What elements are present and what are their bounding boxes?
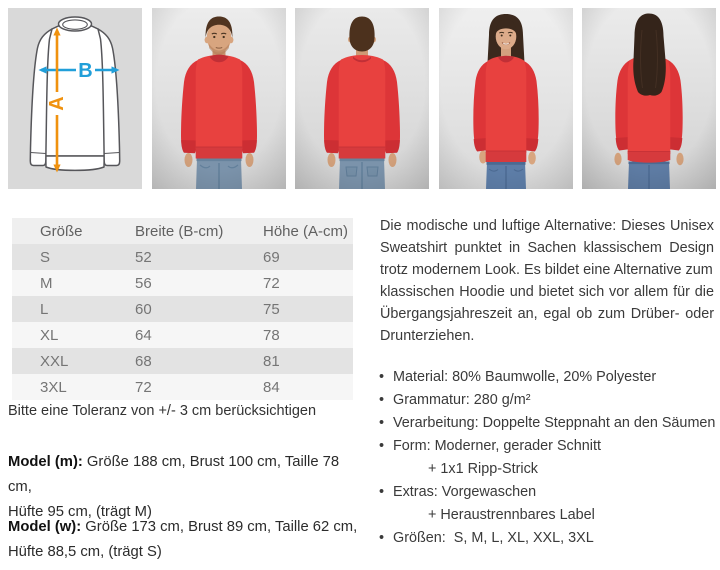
table-row bbox=[12, 244, 353, 270]
model-info-female bbox=[8, 515, 360, 565]
cell-width: 68 bbox=[135, 352, 152, 370]
cell-width: 56 bbox=[135, 274, 152, 292]
sweatshirt-measurement-diagram bbox=[8, 8, 142, 189]
cell-size: S bbox=[40, 248, 51, 266]
feature-extras: • Extras: Vorgewaschen bbox=[379, 481, 719, 504]
man-front-photo-graphic bbox=[152, 8, 286, 189]
feature-form: • Form: Moderner, gerader Schnitt bbox=[379, 435, 719, 458]
model-female-line2: Hüfte 88,5 cm, (trägt S) bbox=[8, 544, 162, 560]
bullet-icon: • bbox=[379, 530, 385, 546]
cell-height: 81 bbox=[263, 352, 280, 370]
cell-size: 3XL bbox=[40, 378, 67, 396]
size-table-header-row bbox=[12, 218, 353, 244]
size-table bbox=[12, 218, 353, 400]
man-back-photo-graphic bbox=[295, 8, 429, 189]
cell-height: 69 bbox=[263, 248, 280, 266]
photo-man-front[interactable] bbox=[152, 8, 286, 189]
product-image-gallery bbox=[8, 8, 716, 189]
feature-groessen: • Größen: S, M, L, XL, XXL, 3XL bbox=[379, 527, 719, 550]
model-male-line1: Größe 188 cm, Brust 100 cm, Taille 78 cm, bbox=[8, 454, 340, 495]
feature-grammatur: • Grammatur: 280 g/m² bbox=[379, 389, 719, 412]
feature-extras-extra: + Heraustrennbares Label bbox=[428, 507, 595, 523]
description-part2: klassischen Hoodie und bietet sich vor allem für die Übergangsjahreszeit an, egal ob zum Drüber- oder Drunterziehen. bbox=[380, 284, 714, 344]
measurement-label-a: A bbox=[46, 96, 68, 111]
cell-size: L bbox=[40, 300, 49, 318]
table-row bbox=[12, 270, 353, 296]
table-row bbox=[12, 374, 353, 400]
bullet-icon: • bbox=[379, 438, 385, 454]
model-male-label: Model (m): bbox=[8, 454, 83, 470]
model-female-line1: Größe 173 cm, Brust 89 cm, Taille 62 cm, bbox=[85, 519, 358, 535]
feature-list bbox=[379, 366, 719, 550]
product-description bbox=[380, 215, 714, 347]
cell-size: M bbox=[40, 274, 53, 292]
cell-size: XL bbox=[40, 326, 59, 344]
feature-material: • Material: 80% Baumwolle, 20% Polyester bbox=[379, 366, 719, 389]
cell-height: 84 bbox=[263, 378, 280, 396]
cell-width: 52 bbox=[135, 248, 152, 266]
description-part1: Die modische und luftige Alternative: Dieses Unisex Sweatshirt punktet in Sachen klassischem Design trotz modernem Look. Es bildet eine Alternative zum bbox=[380, 218, 714, 278]
cell-width: 72 bbox=[135, 378, 152, 396]
col-height: Höhe (A-cm) bbox=[263, 222, 349, 240]
cell-height: 78 bbox=[263, 326, 280, 344]
size-diagram-image[interactable] bbox=[8, 8, 142, 189]
bullet-icon: • bbox=[379, 369, 385, 385]
table-row bbox=[12, 322, 353, 348]
feature-verarbeitung: • Verarbeitung: Doppelte Steppnaht an den Säumen bbox=[379, 412, 719, 435]
bullet-icon: • bbox=[379, 415, 385, 431]
col-size: Größe bbox=[40, 222, 83, 240]
photo-woman-front[interactable] bbox=[439, 8, 573, 189]
bullet-icon: • bbox=[379, 484, 385, 500]
cell-width: 64 bbox=[135, 326, 152, 344]
photo-man-back[interactable] bbox=[295, 8, 429, 189]
cell-height: 75 bbox=[263, 300, 280, 318]
model-female-label: Model (w): bbox=[8, 519, 82, 535]
woman-front-photo-graphic bbox=[439, 8, 573, 189]
woman-back-photo-graphic bbox=[582, 8, 716, 189]
table-row bbox=[12, 348, 353, 374]
cell-width: 60 bbox=[135, 300, 152, 318]
model-male-line2: Hüfte 95 cm, (trägt M) bbox=[8, 504, 152, 520]
tolerance-note: Bitte eine Toleranz von +/- 3 cm berücksichtigen bbox=[8, 403, 317, 419]
measurement-label-b: B bbox=[78, 60, 93, 82]
cell-size: XXL bbox=[40, 352, 69, 370]
bullet-icon: • bbox=[379, 392, 385, 408]
table-row bbox=[12, 296, 353, 322]
col-width: Breite (B-cm) bbox=[135, 222, 224, 240]
feature-form-extra: + 1x1 Ripp-Strick bbox=[428, 461, 538, 477]
cell-height: 72 bbox=[263, 274, 280, 292]
model-info-male bbox=[8, 450, 360, 525]
photo-woman-back[interactable] bbox=[582, 8, 716, 189]
